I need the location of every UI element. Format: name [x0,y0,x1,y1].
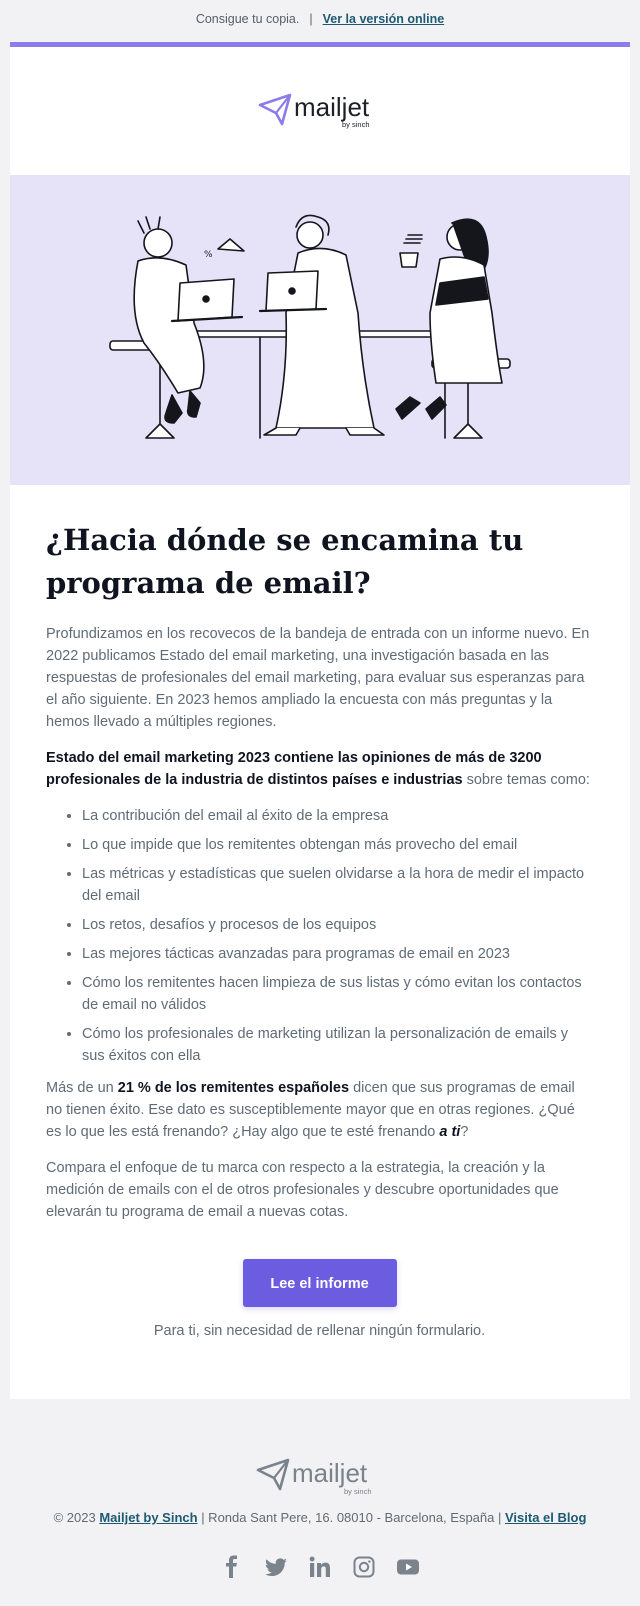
cta-note: Para ti, sin necesidad de rellenar ningún formulario. [153,1323,486,1339]
list-item: • La contribución del email al éxito de la empresa [82,805,593,827]
footer-address-line [0,1510,640,1525]
mailjet-logo [258,91,382,131]
twitter-icon[interactable] [264,1555,288,1579]
list-item: • Los retos, desafíos y procesos de los equipos [82,914,593,936]
stats-text-c: ? [460,1124,469,1140]
list-item: • Cómo los remitentes hacen limpieza de sus listas y cómo evitan los contactos de email no válidos [82,972,593,1016]
report-summary-bold: Estado del email marketing 2023 contiene las opiniones de más de 3200 profesionales de la industria de distintos países e industrias [46,750,542,788]
stats-emphasis: a ti [439,1124,461,1140]
footer-logo-wordmark: mailjet [292,1458,368,1488]
footer-logo-byline: by sinch [344,1487,372,1496]
email-card [10,42,630,1399]
read-report-button[interactable]: Lee el informe [243,1259,397,1307]
preheader-separator: | [309,12,313,26]
company-link[interactable]: Mailjet by Sinch [99,1510,198,1525]
instagram-icon[interactable] [352,1555,376,1579]
report-summary-rest: sobre temas como: [462,772,590,788]
list-item: • Lo que impide que los remitentes obtengan más provecho del email [82,834,593,856]
view-online-link[interactable]: Ver la versión online [322,12,445,26]
topics-list [46,805,593,1067]
blog-link[interactable]: Visita el Blog [504,1510,587,1525]
footer [0,1394,640,1579]
article-title: ¿Hacia dónde se encamina tu programa de email? [46,523,524,600]
illustration-figures-at-table [100,213,540,463]
list-item: • Cómo los profesionales de marketing utilizan la personalización de emails y sus éxitos con ella [82,1023,593,1067]
header-logo[interactable] [10,47,630,175]
logo-wordmark: mailjet [294,92,370,122]
linkedin-icon[interactable] [308,1555,332,1579]
stats-text-b: dicen que sus programas de email no tienen éxito. Ese dato es susceptiblemente mayor que en otras regiones. ¿Qué es lo que les está frenando? ¿Hay algo que te esté frenando [46,1080,575,1140]
report-summary-paragraph [46,747,593,791]
hero-illustration [10,175,630,485]
facebook-icon[interactable] [220,1555,244,1579]
mailjet-logo-footer [256,1456,384,1498]
list-item: • Las mejores tácticas avanzadas para programas de email en 2023 [82,943,593,965]
preheader-text: Consigue tu copia. [195,12,300,26]
svg-text:%: % [204,250,213,260]
preheader [0,0,640,38]
copyright-text: © 2023 [53,1510,100,1525]
social-icons [0,1555,640,1579]
address-text: | Ronda Sant Pere, 16. 08010 - Barcelona, España | [197,1510,505,1525]
intro-paragraph: Profundizamos en los recovecos de la bandeja de entrada con un informe nuevo. En 2022 publicamos Estado del email marketing, una investigación basada en las respuestas de profesionales del email marketing, para evaluar sus esperanzas para el año siguiente. En 2023 hemos ampliado la encuesta con más preguntas y la hemos llevado a múltiples regiones. [46,626,590,730]
footer-logo[interactable] [0,1456,640,1498]
logo-byline: by sinch [342,120,370,129]
youtube-icon[interactable] [396,1555,420,1579]
article-body [10,519,630,1339]
stats-text-a: Más de un [46,1080,118,1096]
list-item: • Las métricas y estadísticas que suelen olvidarse a la hora de medir el impacto del email [82,863,593,907]
stats-paragraph [46,1077,593,1143]
compare-paragraph: Compara el enfoque de tu marca con respecto a la estrategia, la creación y la medición de emails con el de otros profesionales y descubre oportunidades que elevarán tu programa de email a nuevas cotas. [46,1160,559,1220]
stats-bold: 21 % de los remitentes españoles [117,1080,350,1096]
